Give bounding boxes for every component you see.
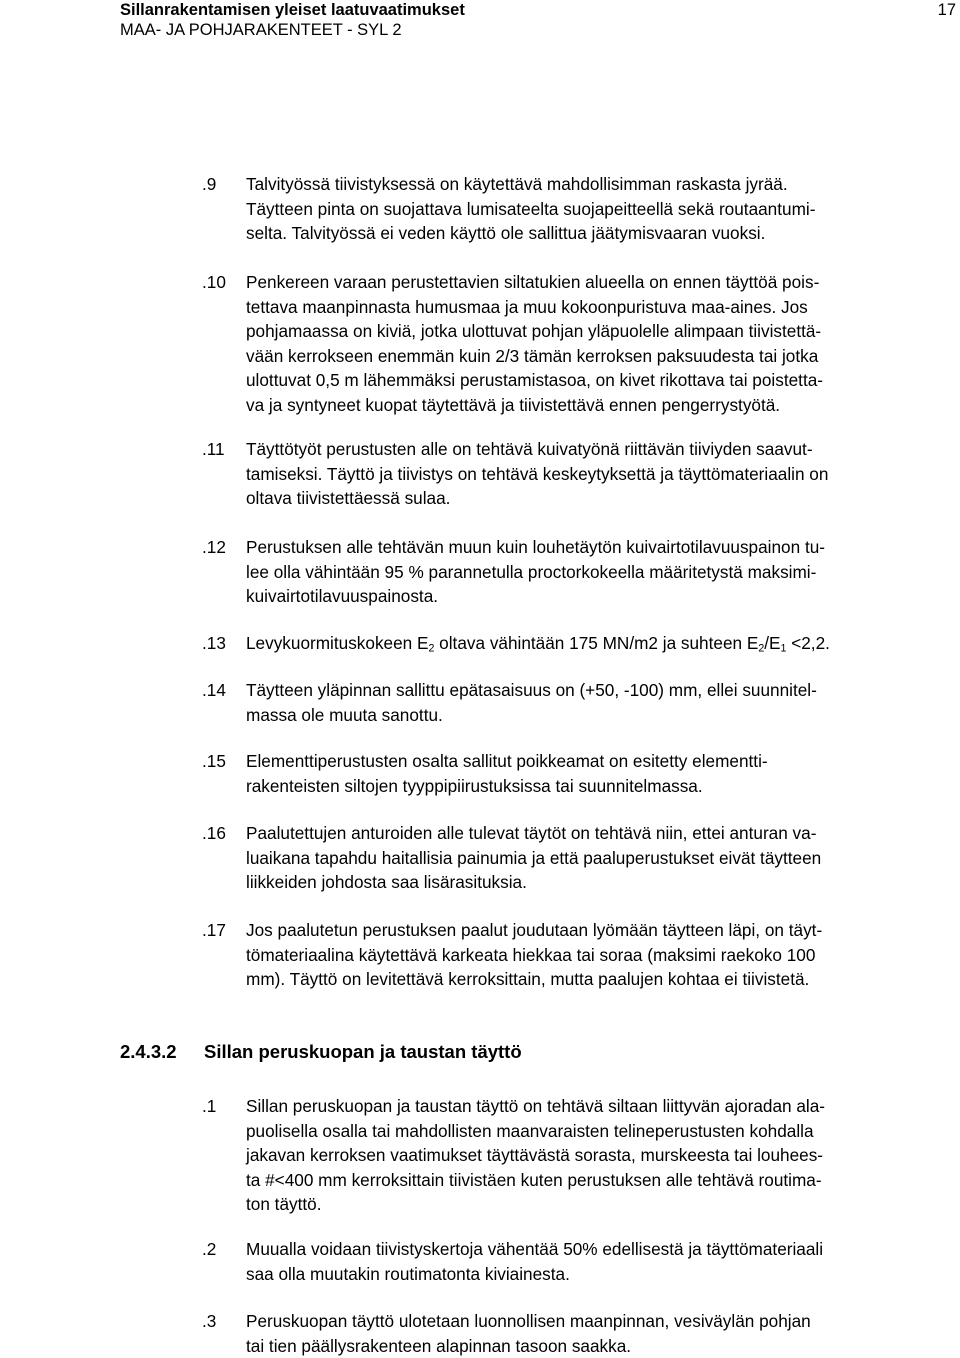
document-title: Sillanrakentamisen yleiset laatuvaatimukset xyxy=(120,1,465,19)
item-text: Levykuormituskokeen $E_2$ oltava vähintään 175 MN/m2 ja suhteen $E_2/E_1 <2,2$. xyxy=(246,633,830,655)
item-text: Sillan peruskuopan ja taustan täyttö on tehtävä siltaan liittyvän ajoradan ala- puolisella osalla tai mahdollisten maanvaraisten telineperustusten kohdalla jakavan kerroksen vaatimukset täyttävästä sorasta, murskeesta tai louhees- ta #<400 mm kerroksittain tiivistäen kuten perustuksen alle tehtävä routima- ton täyttö. xyxy=(246,1096,826,1214)
section-number: 2.4.3.2 xyxy=(120,1041,177,1062)
section-title: Sillan peruskuopan ja taustan täyttö xyxy=(204,1041,522,1062)
item-number: .1 xyxy=(202,1096,217,1116)
item-text: Paalutettujen anturoiden alle tulevat täytöt on tehtävä niin, ettei anturan va- luaikana tapahdu haitallisia painumia ja että paaluperustukset eivät täytteen liikkeiden johdosta saa lisärasituksia. xyxy=(246,823,822,892)
document-subtitle: MAA- JA POHJARAKENTEET - SYL 2 xyxy=(120,21,402,39)
item-number: .15 xyxy=(202,751,226,771)
item-number: .16 xyxy=(202,823,226,843)
item-number: .17 xyxy=(202,920,226,940)
item-number: .3 xyxy=(202,1311,217,1331)
item-text: Täytteen yläpinnan sallittu epätasaisuus on (+50, -100) mm, ellei suunnitel- massa ole muuta sanottu. xyxy=(246,680,817,725)
item-text: Täyttötyöt perustusten alle on tehtävä kuivatyönä riittävän tiiviyden saavut- tamiseksi. Täyttö ja tiivistys on tehtävä keskeytyksettä ja täyttömateriaalin on oltava tiivistettäessä sulaa. xyxy=(246,439,829,508)
item-number: .13 xyxy=(202,633,226,653)
item-number: .11 xyxy=(202,439,225,459)
item-text: Peruskuopan täyttö ulotetaan luonnollisen maanpinnan, vesiväylän pohjan tai tien päällysrakenteen alapinnan tasoon saakka. xyxy=(246,1311,811,1356)
item-text: Jos paalutetun perustuksen paalut joudutaan lyömään täytteen läpi, on täyt- tömateriaalina käytettävä karkeata hiekkaa tai soraa (maksimi raekoko 100 mm). Täyttö on levitettävä kerroksittain, mutta paalujen kohtaa ei tiivistetä. xyxy=(246,920,823,989)
item-number: .2 xyxy=(202,1239,217,1259)
item-number: .14 xyxy=(202,680,226,700)
item-number: .10 xyxy=(202,272,226,292)
item-number: .9 xyxy=(202,174,217,194)
item-text: Muualla voidaan tiivistyskertoja vähentää 50% edellisestä ja täyttömateriaali saa olla muutakin routimatonta kiviainesta. xyxy=(246,1239,824,1284)
page-number: 17 xyxy=(937,1,956,19)
item-text: Penkereen varaan perustettavien siltatukien alueella on ennen täyttöä pois- tettava maanpinnasta humusmaa ja muu kokoonpuristuva maa-aines. Jos pohjamaassa on kiviä, jotka ulottuvat pohjan yläpuolelle alimpaan tiivistettä- vään kerrokseen enemmän kuin 2/3 tämän kerroksen paksuudesta tai jotka ulottuvat 0,5 m lähemmäksi perustamistasoa, on kivet rikottava tai poistetta- va ja syntyneet kuopat täytettävä ja tiivistettävä ennen pengerrystyötä. xyxy=(246,272,823,415)
section-heading xyxy=(120,1040,522,1064)
item-text: Perustuksen alle tehtävän muun kuin louhetäytön kuivairtotilavuuspainon tu- lee olla vähintään 95 % parannetulla proctorkokeella määritetystä maksimi- kuivairtotilavuuspainosta. xyxy=(246,537,826,606)
item-text: Talvityössä tiivistyksessä on käytettävä mahdollisimman raskasta jyrää. Täytteen pinta on suojattava lumisateelta suojapeitteellä sekä routaantumi- selta. Talvityössä ei veden käyttö ole sallittua jäätymisvaaran vuoksi. xyxy=(246,174,816,243)
item-number: .12 xyxy=(202,537,226,557)
item-text: Elementtiperustusten osalta sallitut poikkeamat on esitetty elementti- rakenteisten siltojen tyyppipiirustuksissa tai suunnitelmassa. xyxy=(246,751,768,796)
